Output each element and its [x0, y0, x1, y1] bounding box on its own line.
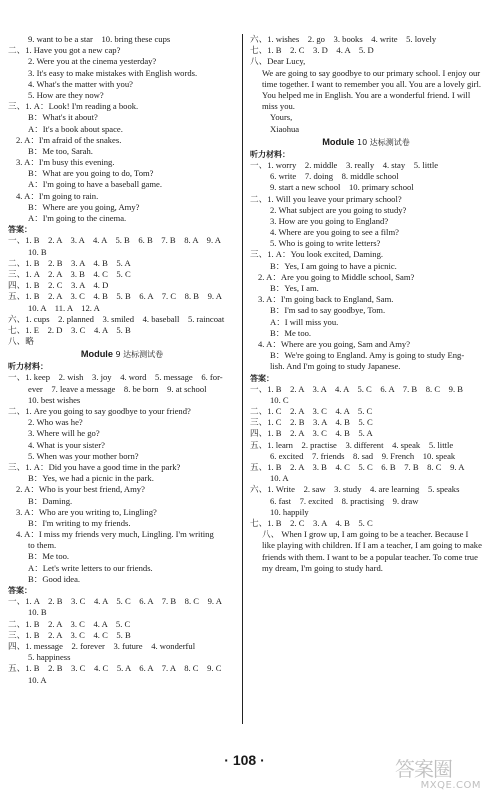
text-line: 二、1. C 2. A 3. C 4. A 5. C	[250, 406, 373, 417]
watermark-chinese: 答案圈	[395, 757, 452, 781]
text-line: 10. A	[28, 674, 47, 685]
text-line: Yours,	[270, 112, 293, 123]
text-line: 5. When was your mother born?	[28, 450, 139, 461]
text-line: 四、1. B 2. A 3. C 4. B 5. A	[250, 428, 373, 439]
text-line: A：I will miss you.	[270, 316, 339, 327]
text-line: 9. start a new school 10. primary school	[270, 182, 414, 193]
text-line: 3. A：Who are you writing to, Lingling?	[16, 506, 157, 517]
paragraph: We are going to say goodbye to our primary school. I enjoy our time together. I want to remember you all. You are a lovely girl. You helped me in English. You are a wonderful friend. I will miss you.	[262, 67, 482, 112]
text-line: Xiaohua	[270, 123, 300, 134]
text-line: 四、1. B 2. C 3. A 4. D	[8, 280, 109, 291]
text-line: 五、1. B 2. A 3. C 4. B 5. B 6. A 7. C 8. B 9. A	[8, 291, 222, 302]
text-line: 6. excited 7. friends 8. sad 9. French 10. speak	[270, 450, 456, 461]
text-line: 4. A：Where are you going, Sam and Amy?	[258, 338, 411, 349]
text-line: 10. best wishes	[28, 394, 81, 405]
text-line: 3. A：I'm going back to England, Sam.	[258, 294, 394, 305]
text-line: B：Yes, I am.	[270, 283, 319, 293]
text-line: 六、1. cups 2. planned 3. smiled 4. baseball 5. raincoat	[8, 313, 225, 324]
module-heading	[250, 135, 482, 149]
text-line: B：Me too, Sarah.	[28, 145, 93, 156]
section-label: 听力材料：	[8, 362, 48, 372]
page-number: · 108 ·	[224, 752, 265, 768]
left-column	[8, 34, 236, 686]
text-line: A：I'm going to the cinema.	[28, 213, 127, 223]
text-line: 一、1. B 2. A 3. A 4. A 5. B 6. B 7. B 8. A 9. A	[8, 235, 221, 246]
text-line: 三、1. C 2. B 3. A 4. B 5. C	[250, 417, 373, 428]
section-label: 答案：	[8, 586, 32, 595]
text-line: 二、1. B 2. B 3. A 4. B 5. A	[8, 257, 131, 268]
text-line: 2. A：I'm afraid of the snakes.	[16, 134, 122, 145]
text-line: 6. write 7. doing 8. middle school	[270, 171, 399, 182]
text-line: 六、1. wishes 2. go 3. books 4. write 5. lovely	[250, 34, 437, 44]
text-line: 10. C	[270, 394, 289, 405]
text-line: B：Where are you going, Amy?	[28, 201, 140, 212]
text-line: 二、1. Are you going to say goodbye to your friend?	[8, 406, 191, 416]
text-line: B：What's it about?	[28, 112, 98, 123]
text-line: 五、1. learn 2. practise 3. different 4. speak 5. little	[250, 439, 454, 450]
paragraph: 八、 When I grow up, I am going to be a teacher. Because I like playing with children. If I am a teacher, I am going to make friends with them. I want to be a popular teacher. To come true my dream, I'm going to study hard.	[262, 529, 482, 573]
text-line: 一、1. keep 2. wish 3. joy 4. word 5. message 6. for-	[8, 372, 223, 383]
text-line: 七、1. B 2. C 3. D 4. A 5. D	[250, 45, 374, 56]
text-line: 五、1. B 2. A 3. B 4. C 5. C 6. B 7. B 8. C 9. A	[250, 462, 465, 472]
text-line: 七、1. E 2. D 3. C 4. A 5. B	[8, 324, 131, 335]
text-line: 2. A：Who is your best friend, Amy?	[16, 484, 145, 495]
module-heading-title: Module	[80, 349, 113, 360]
text-line: 3. A：I'm busy this evening.	[16, 157, 115, 168]
right-column	[250, 34, 482, 574]
text-line: B：I'm writing to my friends.	[28, 517, 131, 528]
watermark-url: MXQE.COM	[420, 780, 481, 791]
text-line: 二、1. Have you got a new cap?	[8, 45, 121, 56]
text-line: 2. A：Are you going to Middle school, Sam?	[258, 271, 415, 282]
section-label: 答案：	[250, 373, 274, 383]
text-line: 5. How are they now?	[28, 89, 104, 100]
watermark-logo	[395, 758, 481, 796]
text-line: 3. It's easy to make mistakes with English words.	[28, 67, 198, 78]
text-line: 八、略	[8, 336, 34, 347]
text-line: A：I'm going to have a baseball game.	[28, 179, 162, 190]
text-line: 5. Who is going to write letters?	[270, 238, 381, 249]
module-heading-title: Module	[322, 136, 355, 147]
text-line: ever 7. leave a message 8. be born 9. at school	[28, 383, 207, 394]
text-line: 10. B	[28, 607, 47, 618]
text-line: 二、1. Will you leave your primary school?	[250, 193, 402, 204]
module-heading	[8, 347, 236, 361]
text-line: 3. How are you going to England?	[270, 215, 389, 226]
text-line: 6. fast 7. excited 8. practising 9. draw	[270, 495, 419, 506]
text-line: 四、1. message 2. forever 3. future 4. wonderful	[8, 640, 196, 651]
text-line: B：Good idea.	[28, 573, 81, 584]
text-line: B：What are you going to do, Tom?	[28, 168, 154, 179]
text-line: 5. happiness	[28, 652, 71, 663]
text-line: 三、1. A：Look! I'm reading a book.	[8, 101, 139, 112]
text-line: 4. A：I'm going to rain.	[16, 190, 99, 201]
column-divider	[242, 34, 243, 724]
text-line: 三、1. B 2. A 3. C 4. C 5. B	[8, 629, 131, 640]
text-line: 2. What subject are you going to study?	[270, 204, 407, 215]
text-line: 三、1. A：You look excited, Daming.	[250, 249, 384, 260]
text-line: A：Let's write letters to our friends.	[28, 562, 153, 573]
text-line: B：Yes, I am going to have a picnic.	[270, 260, 397, 271]
text-line: B：Me too.	[28, 551, 70, 562]
text-line: B：I'm sad to say goodbye, Tom.	[270, 305, 386, 316]
text-line: 9. want to be a star 10. bring these cups	[28, 34, 171, 44]
section-label: 听力材料：	[250, 149, 290, 159]
text-line: 4. A：I miss my friends very much, Lingling. I'm writing	[16, 529, 214, 540]
text-line: B：We're going to England. Amy is going to study Eng-	[270, 350, 465, 361]
module-heading-subtitle: 10 达标测试卷	[356, 137, 410, 147]
text-line: 五、1. B 2. B 3. C 4. C 5. A 6. A 7. A 8. C 9. C	[8, 663, 222, 674]
text-line: 二、1. B 2. A 3. C 4. A 5. C	[8, 618, 131, 629]
text-line: 一、1. A 2. B 3. C 4. A 5. C 6. A 7. B 8. C 9. A	[8, 596, 222, 607]
text-line: B：Yes, we had a picnic in the park.	[28, 473, 154, 484]
section-label: 答案：	[8, 225, 32, 235]
text-line: 三、1. A：Did you have a good time in the park?	[8, 461, 181, 472]
text-line: 10. A	[270, 473, 289, 484]
module-heading-subtitle: 9 达标测试卷	[115, 350, 164, 360]
text-line: 3. Where will he go?	[28, 428, 100, 439]
text-line: 10. happily	[270, 506, 309, 517]
text-line: lish. And I'm going to study Japanese.	[270, 361, 401, 372]
text-line: 三、1. A 2. A 3. B 4. C 5. C	[8, 268, 131, 279]
text-line: 一、1. worry 2. middle 3. really 4. stay 5. little	[250, 159, 439, 170]
text-line: 4. What's the matter with you?	[28, 78, 133, 89]
text-line: 一、1. B 2. A 3. A 4. A 5. C 6. A 7. B 8. C 9. B	[250, 383, 463, 394]
text-line: B：Me too.	[270, 327, 312, 338]
text-line: 10. B	[28, 246, 47, 257]
text-line: 2. Were you at the cinema yesterday?	[28, 56, 157, 67]
text-line: 六、1. Write 2. saw 3. study 4. are learning 5. speaks	[250, 484, 460, 495]
text-line: 4. Where are you going to see a film?	[270, 227, 399, 238]
text-line: to them.	[28, 540, 57, 551]
text-line: 4. What is your sister?	[28, 439, 105, 450]
text-line: 八、Dear Lucy,	[250, 56, 306, 67]
text-line: 2. Who was he?	[28, 417, 83, 428]
text-line: A：It's a book about space.	[28, 123, 123, 134]
text-line: B：Daming.	[28, 495, 73, 506]
text-line: 七、1. B 2. C 3. A 4. B 5. C	[250, 517, 373, 528]
text-line: 10. A 11. A 12. A	[28, 302, 100, 313]
